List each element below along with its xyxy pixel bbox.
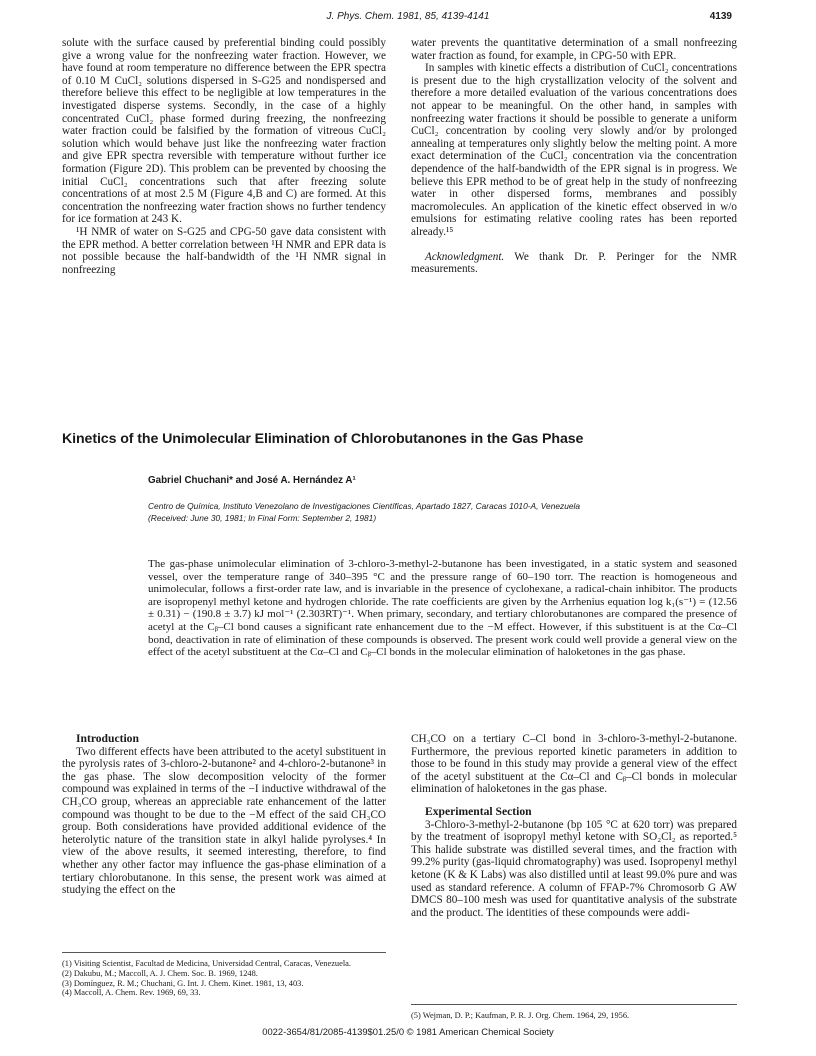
paragraph: CH₃CO on a tertiary C–Cl bond in 3-chloro-3-methyl-2-butanone. Furthermore, the previous reported kinetic parameters in addition to those to be found in this study may provide a general view of the effect of the acetyl substituent at the Cα–Cl and Cᵦ–Cl bonds in molecular elimination of haloketones in the gas phase.: [411, 733, 737, 796]
affiliation: Centro de Química, Instituto Venezolano de Investigaciones Científicas, Apartado 1827, Caracas 1010-A, Venezuela: [148, 501, 581, 511]
acknowledgment-text: We thank Dr. P. Peringer for the NMR measurements.: [411, 250, 737, 276]
abstract: [148, 558, 737, 659]
footnote-rule: [411, 1004, 737, 1005]
journal-citation: J. Phys. Chem. 1981, 85, 4139-4141: [326, 11, 490, 22]
authors: Gabriel Chuchani* and José A. Hernández A¹: [148, 475, 356, 486]
prev-article-column-right: [411, 37, 737, 276]
article-column-left: [62, 733, 386, 897]
section-heading-introduction: Introduction: [76, 732, 139, 745]
footnote: (2) Dakubu, M.; Maccoll, A. J. Chem. Soc. B. 1969, 1248.: [62, 968, 258, 978]
footnote: (4) Maccoll, A. Chem. Rev. 1969, 69, 33.: [62, 988, 201, 998]
footnotes-left: [62, 952, 386, 998]
footnote: (5) Wejman, D. P.; Kaufman, P. R. J. Org. Chem. 1964, 29, 1956.: [411, 1011, 630, 1020]
received-dates: (Received: June 30, 1981; In Final Form: September 2, 1981): [148, 513, 377, 523]
prev-article-column-left: [62, 37, 386, 276]
paragraph: 3-Chloro-3-methyl-2-butanone (bp 105 °C at 620 torr) was prepared by the treatment of isopropyl methyl ketone with SO₂Cl₂ as reported.⁵ This halide substrate was distilled several times, and the fraction with 99.2% purity (gas-liquid chromatography) was used. Isopropenyl methyl ketone (K & K Labs) was also distilled until at least 99.0% pure and was used as standard reference. A column of FFAP-7% Chromosorb G AW DMCS 80–100 mesh was used for quantitative analysis of the substrate and the product. The identities of these compounds were addi-: [411, 818, 737, 919]
affiliation-block: [148, 500, 748, 524]
paragraph: In samples with kinetic effects a distribution of CuCl₂ concentrations is present due to the high crystallization velocity of the solvent and therefore a more detailed evaluation of the various concentrations does not appear to be meaningful. On the other hand, in samples with nonfreezing water fractions it should be possible to generate a uniform CuCl₂ concentration by cooling very slowly and/or by prolonged annealing at temperatures only slightly below the melting point. A more exact determination of the CuCl₂ concentration via the concentration dependence of the half-bandwidth of the EPR signal is in progress. We believe this EPR method to be of great help in the study of nonfreezing water in other dispersed forms, membranes and possibly macromolecules. An application of the kinetic effect observed in w/o emulsions for estimating relative cooling rates has been reported already.¹⁵: [411, 62, 737, 238]
article-column-right: [411, 733, 737, 919]
footnote-rule: [62, 952, 386, 953]
paragraph: Two different effects have been attributed to the acetyl substituent in the pyrolysis rates of 3-chloro-2-butanone² and 4-chloro-2-butanone³ in the gas phase. The slow decomposition velocity of the former compound was explained in terms of the −I inductive withdrawal of the CH₃CO group, whereas an appreciable rate enhancement of the latter compound was thought to be due to the −M effect of the said CH₃CO group. Both considerations have provided additional evidence of the heterolytic nature of the transition state in alkyl halide pyrolyses.⁴ In view of the above results, it seemed interesting, therefore, to find whether any other factor may influence the gas-phase elimination of a tertiary chlorobutanone. In this sense, the present work was aimed at studying the effect on the: [62, 745, 386, 897]
acknowledgment: [411, 251, 737, 276]
paragraph: water prevents the quantitative determination of a small nonfreezing water fraction as found, for example, in CPG-50 with EPR.: [411, 37, 737, 62]
acknowledgment-label: Acknowledgment.: [425, 250, 505, 263]
footnotes-right: [411, 1004, 737, 1021]
abstract-text: The gas-phase unimolecular elimination of 3-chloro-3-methyl-2-butanone has been investigated, in a static system and seasoned vessel, over the temperature range of 340–395 °C and the pressure range of 60–190 torr. The reaction is homogeneous and unimolecular, follows a first-order rate law, and is invariable in the presence of cyclohexane, a radical-chain inhibitor. The products are isopropenyl methyl ketone and hydrogen chloride. The rate coefficients are given by the Arrhenius equation log k₁(s⁻¹) = (12.56 ± 0.31) − (190.8 ± 3.7) kJ mol⁻¹ (2.303RT)⁻¹. When primary, secondary, and tertiary chlorobutanones are compared the presence of acetyl at the Cᵦ–Cl bond causes a significant rate enhancement due to the −M effect. However, if this substituent is at the Cα–Cl bond, deactivation in rate of elimination of these compounds is observed. The present work could well provide a general view on the effect of the acetyl substituent at the Cα–Cl and Cᵦ–Cl bonds in the molecular elimination of haloketones in the gas phase.: [148, 558, 737, 659]
article-title: Kinetics of the Unimolecular Elimination of Chlorobutanones in the Gas Phase: [62, 431, 584, 447]
paragraph: solute with the surface caused by preferential binding could possibly give a wrong value for the nonfreezing water fraction. However, we have found at room temperature no difference between the EPR spectra of 0.10 M CuCl₂ solutions dispersed in S-G25 and nondispersed and therefore believe this effect to be negligible at low temperatures in the investigated disperse systems. Secondly, in the case of a highly concentrated CuCl₂ phase formed during freezing, the nonfreezing water fraction could be falsified by the formation of vitreous CuCl₂ solution which would behave just like the nonfreezing water fraction and give EPR spectra reversible with temperature without further ice formation (Figure 2D). This problem can be prevented by choosing the initial CuCl₂ concentrations such that after freezing solute concentrations of at most 2.5 M (Figure 4,B and C) are formed. At this concentration the nonfreezing water fraction shows no further tendency for ice formation at 243 K.: [62, 37, 386, 226]
page-footer: 0022-3654/81/2085-4139$01.25/0 © 1981 American Chemical Society: [262, 1026, 554, 1037]
footnote: (3) Domínguez, R. M.; Chuchani, G. Int. J. Chem. Kinet. 1981, 13, 403.: [62, 978, 304, 988]
footnote: (1) Visiting Scientist, Facultad de Medicina, Universidad Central, Caracas, Venezuela.: [62, 959, 351, 968]
running-header: [0, 11, 816, 25]
section-heading-experimental: Experimental Section: [425, 804, 532, 818]
page-number: 4139: [709, 11, 732, 22]
paragraph: ¹H NMR of water on S-G25 and CPG-50 gave data consistent with the EPR method. A better correlation between ¹H NMR and EPR data is not possible because the half-bandwidth of the ¹H NMR signal in nonfreezing: [62, 225, 386, 276]
